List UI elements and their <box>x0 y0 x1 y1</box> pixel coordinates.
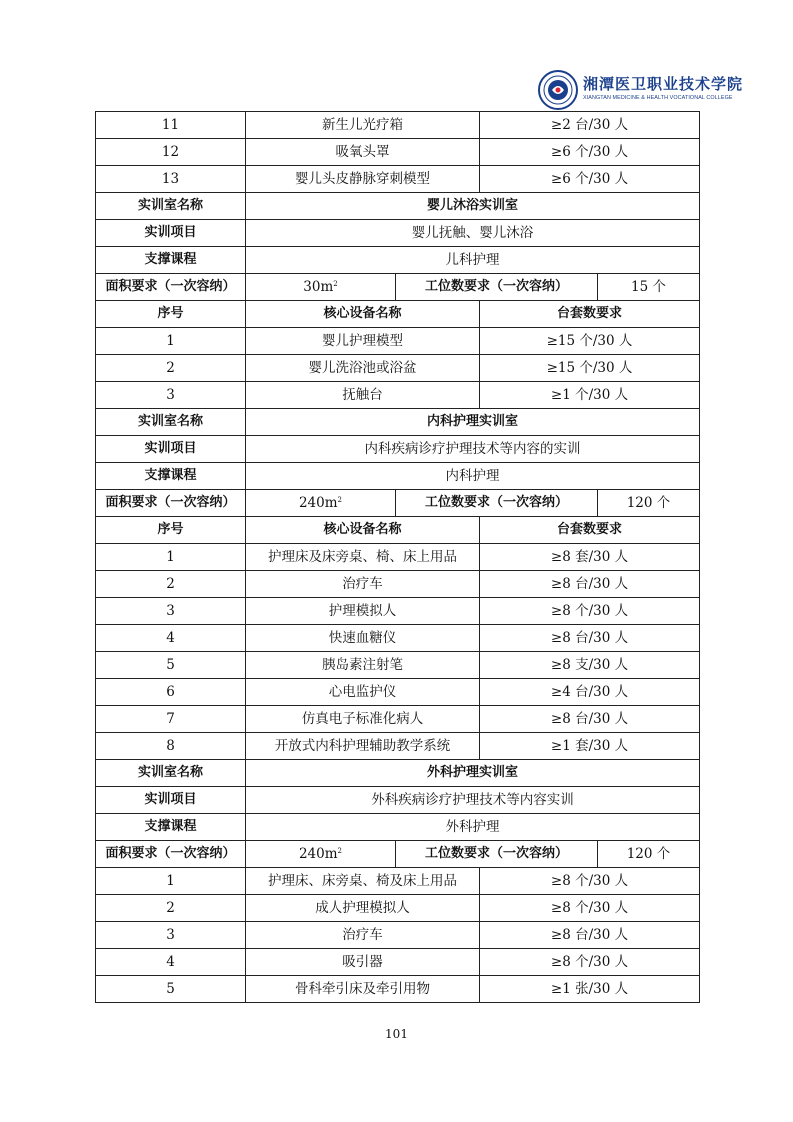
project-row <box>96 436 700 463</box>
item-quantity-cell: ≥2 台/30 人 <box>480 112 700 139</box>
item-equipment-cell: 婴儿洗浴池或浴盆 <box>246 355 480 382</box>
course-label: 支撑课程 <box>96 247 246 274</box>
item-seq-cell: 5 <box>96 976 246 1003</box>
project-label: 实训项目 <box>96 220 246 247</box>
item-seq-cell: 3 <box>96 922 246 949</box>
course-row <box>96 247 700 274</box>
equipment-header: 核心设备名称 <box>246 517 480 544</box>
seq-header: 序号 <box>96 301 246 328</box>
item-seq-cell: 6 <box>96 679 246 706</box>
item-equipment-cell: 治疗车 <box>246 571 480 598</box>
course-value: 内科护理 <box>246 463 700 490</box>
area-row <box>96 490 700 517</box>
item-seq-cell: 5 <box>96 652 246 679</box>
equipment-row <box>96 895 700 922</box>
station-value: 120 个 <box>598 841 700 868</box>
area-value <box>246 274 396 301</box>
equipment-row <box>96 382 700 409</box>
item-seq-cell: 13 <box>96 166 246 193</box>
area-row <box>96 841 700 868</box>
room-name-value: 婴儿沐浴实训室 <box>246 193 700 220</box>
room-name-label: 实训室名称 <box>96 193 246 220</box>
equipment-row <box>96 598 700 625</box>
item-quantity-cell: ≥8 台/30 人 <box>480 706 700 733</box>
item-equipment-cell: 骨科牵引床及牵引用物 <box>246 976 480 1003</box>
station-value: 15 个 <box>598 274 700 301</box>
item-equipment-cell: 护理模拟人 <box>246 598 480 625</box>
item-seq-cell: 1 <box>96 544 246 571</box>
item-equipment-cell: 仿真电子标准化病人 <box>246 706 480 733</box>
item-quantity-cell: ≥1 套/30 人 <box>480 733 700 760</box>
training-room-table <box>95 111 700 1003</box>
item-quantity-cell: ≥8 支/30 人 <box>480 652 700 679</box>
item-equipment-cell: 心电监护仪 <box>246 679 480 706</box>
course-label: 支撑课程 <box>96 463 246 490</box>
item-seq-cell: 2 <box>96 895 246 922</box>
item-quantity-cell: ≥1 张/30 人 <box>480 976 700 1003</box>
equipment-row <box>96 544 700 571</box>
equipment-row <box>96 328 700 355</box>
quantity-header: 台套数要求 <box>480 301 700 328</box>
equipment-row <box>96 922 700 949</box>
items-header-row <box>96 517 700 544</box>
logo-chinese-name: 湘潭医卫职业技术学院 <box>583 75 744 93</box>
item-equipment-cell: 护理床及床旁桌、椅、床上用品 <box>246 544 480 571</box>
item-seq-cell: 3 <box>96 382 246 409</box>
item-equipment-cell: 成人护理模拟人 <box>246 895 480 922</box>
equipment-row <box>96 139 700 166</box>
room-name-value: 外科护理实训室 <box>246 760 700 787</box>
quantity-header: 台套数要求 <box>480 517 700 544</box>
item-seq-cell: 4 <box>96 949 246 976</box>
station-label: 工位数要求（一次容纳） <box>396 841 598 868</box>
seq-header: 序号 <box>96 517 246 544</box>
item-quantity-cell: ≥6 个/30 人 <box>480 166 700 193</box>
item-equipment-cell: 治疗车 <box>246 922 480 949</box>
equipment-row <box>96 571 700 598</box>
station-value: 120 个 <box>598 490 700 517</box>
items-header-row <box>96 301 700 328</box>
item-seq-cell: 3 <box>96 598 246 625</box>
item-quantity-cell: ≥8 台/30 人 <box>480 922 700 949</box>
equipment-row <box>96 733 700 760</box>
project-label: 实训项目 <box>96 787 246 814</box>
item-seq-cell: 2 <box>96 355 246 382</box>
item-equipment-cell: 抚触台 <box>246 382 480 409</box>
item-seq-cell: 7 <box>96 706 246 733</box>
course-value: 儿科护理 <box>246 247 700 274</box>
area-unit-superscript: 2 <box>333 280 338 288</box>
equipment-row <box>96 949 700 976</box>
item-quantity-cell: ≥4 台/30 人 <box>480 679 700 706</box>
item-equipment-cell: 婴儿护理模型 <box>246 328 480 355</box>
item-seq-cell: 1 <box>96 328 246 355</box>
area-value-text: 240m <box>298 846 338 862</box>
equipment-row <box>96 112 700 139</box>
equipment-row <box>96 868 700 895</box>
station-label: 工位数要求（一次容纳） <box>396 274 598 301</box>
item-seq-cell: 8 <box>96 733 246 760</box>
item-equipment-cell: 吸氧头罩 <box>246 139 480 166</box>
area-value-text: 240m <box>298 495 338 511</box>
item-equipment-cell: 胰岛素注射笔 <box>246 652 480 679</box>
project-row <box>96 787 700 814</box>
equipment-row <box>96 166 700 193</box>
item-seq-cell: 1 <box>96 868 246 895</box>
room-name-label: 实训室名称 <box>96 409 246 436</box>
course-row <box>96 814 700 841</box>
item-quantity-cell: ≥8 个/30 人 <box>480 895 700 922</box>
table-body <box>96 112 700 1003</box>
item-quantity-cell: ≥8 个/30 人 <box>480 868 700 895</box>
item-equipment-cell: 护理床、床旁桌、椅及床上用品 <box>246 868 480 895</box>
item-equipment-cell: 新生儿光疗箱 <box>246 112 480 139</box>
project-value: 外科疾病诊疗护理技术等内容实训 <box>246 787 700 814</box>
item-quantity-cell: ≥8 个/30 人 <box>480 598 700 625</box>
area-value <box>246 490 396 517</box>
area-value <box>246 841 396 868</box>
logo-english-name: XIANGTAN MEDICINE & HEALTH VOCATIONAL COLLEGE <box>583 95 733 101</box>
item-seq-cell: 11 <box>96 112 246 139</box>
item-quantity-cell: ≥6 个/30 人 <box>480 139 700 166</box>
equipment-row <box>96 652 700 679</box>
course-label: 支撑课程 <box>96 814 246 841</box>
area-label: 面积要求（一次容纳） <box>96 490 246 517</box>
equipment-row <box>96 355 700 382</box>
station-label: 工位数要求（一次容纳） <box>396 490 598 517</box>
equipment-row <box>96 976 700 1003</box>
area-label: 面积要求（一次容纳） <box>96 274 246 301</box>
project-row <box>96 220 700 247</box>
item-quantity-cell: ≥1 个/30 人 <box>480 382 700 409</box>
room-name-value: 内科护理实训室 <box>246 409 700 436</box>
item-seq-cell: 12 <box>96 139 246 166</box>
room-name-label: 实训室名称 <box>96 760 246 787</box>
area-label: 面积要求（一次容纳） <box>96 841 246 868</box>
area-value-text: 30m <box>303 279 334 295</box>
item-equipment-cell: 开放式内科护理辅助教学系统 <box>246 733 480 760</box>
area-unit-superscript: 2 <box>337 496 343 504</box>
equipment-row <box>96 706 700 733</box>
item-quantity-cell: ≥15 个/30 人 <box>480 328 700 355</box>
area-row <box>96 274 700 301</box>
college-seal-icon <box>538 70 578 110</box>
equipment-row <box>96 679 700 706</box>
item-equipment-cell: 婴儿头皮静脉穿刺模型 <box>246 166 480 193</box>
equipment-header: 核心设备名称 <box>246 301 480 328</box>
item-seq-cell: 4 <box>96 625 246 652</box>
project-value: 内科疾病诊疗护理技术等内容的实训 <box>246 436 700 463</box>
item-seq-cell: 2 <box>96 571 246 598</box>
project-value: 婴儿抚触、婴儿沐浴 <box>246 220 700 247</box>
room-name-row <box>96 760 700 787</box>
room-name-row <box>96 409 700 436</box>
area-unit-superscript: 2 <box>337 847 343 855</box>
item-quantity-cell: ≥8 套/30 人 <box>480 544 700 571</box>
item-quantity-cell: ≥8 个/30 人 <box>480 949 700 976</box>
item-quantity-cell: ≥15 个/30 人 <box>480 355 700 382</box>
item-equipment-cell: 吸引器 <box>246 949 480 976</box>
project-label: 实训项目 <box>96 436 246 463</box>
page-number: 101 <box>385 1027 408 1041</box>
course-row <box>96 463 700 490</box>
room-name-row <box>96 193 700 220</box>
item-equipment-cell: 快速血糖仪 <box>246 625 480 652</box>
item-quantity-cell: ≥8 台/30 人 <box>480 625 700 652</box>
equipment-row <box>96 625 700 652</box>
item-quantity-cell: ≥8 台/30 人 <box>480 571 700 598</box>
college-logo <box>538 68 744 114</box>
course-value: 外科护理 <box>246 814 700 841</box>
